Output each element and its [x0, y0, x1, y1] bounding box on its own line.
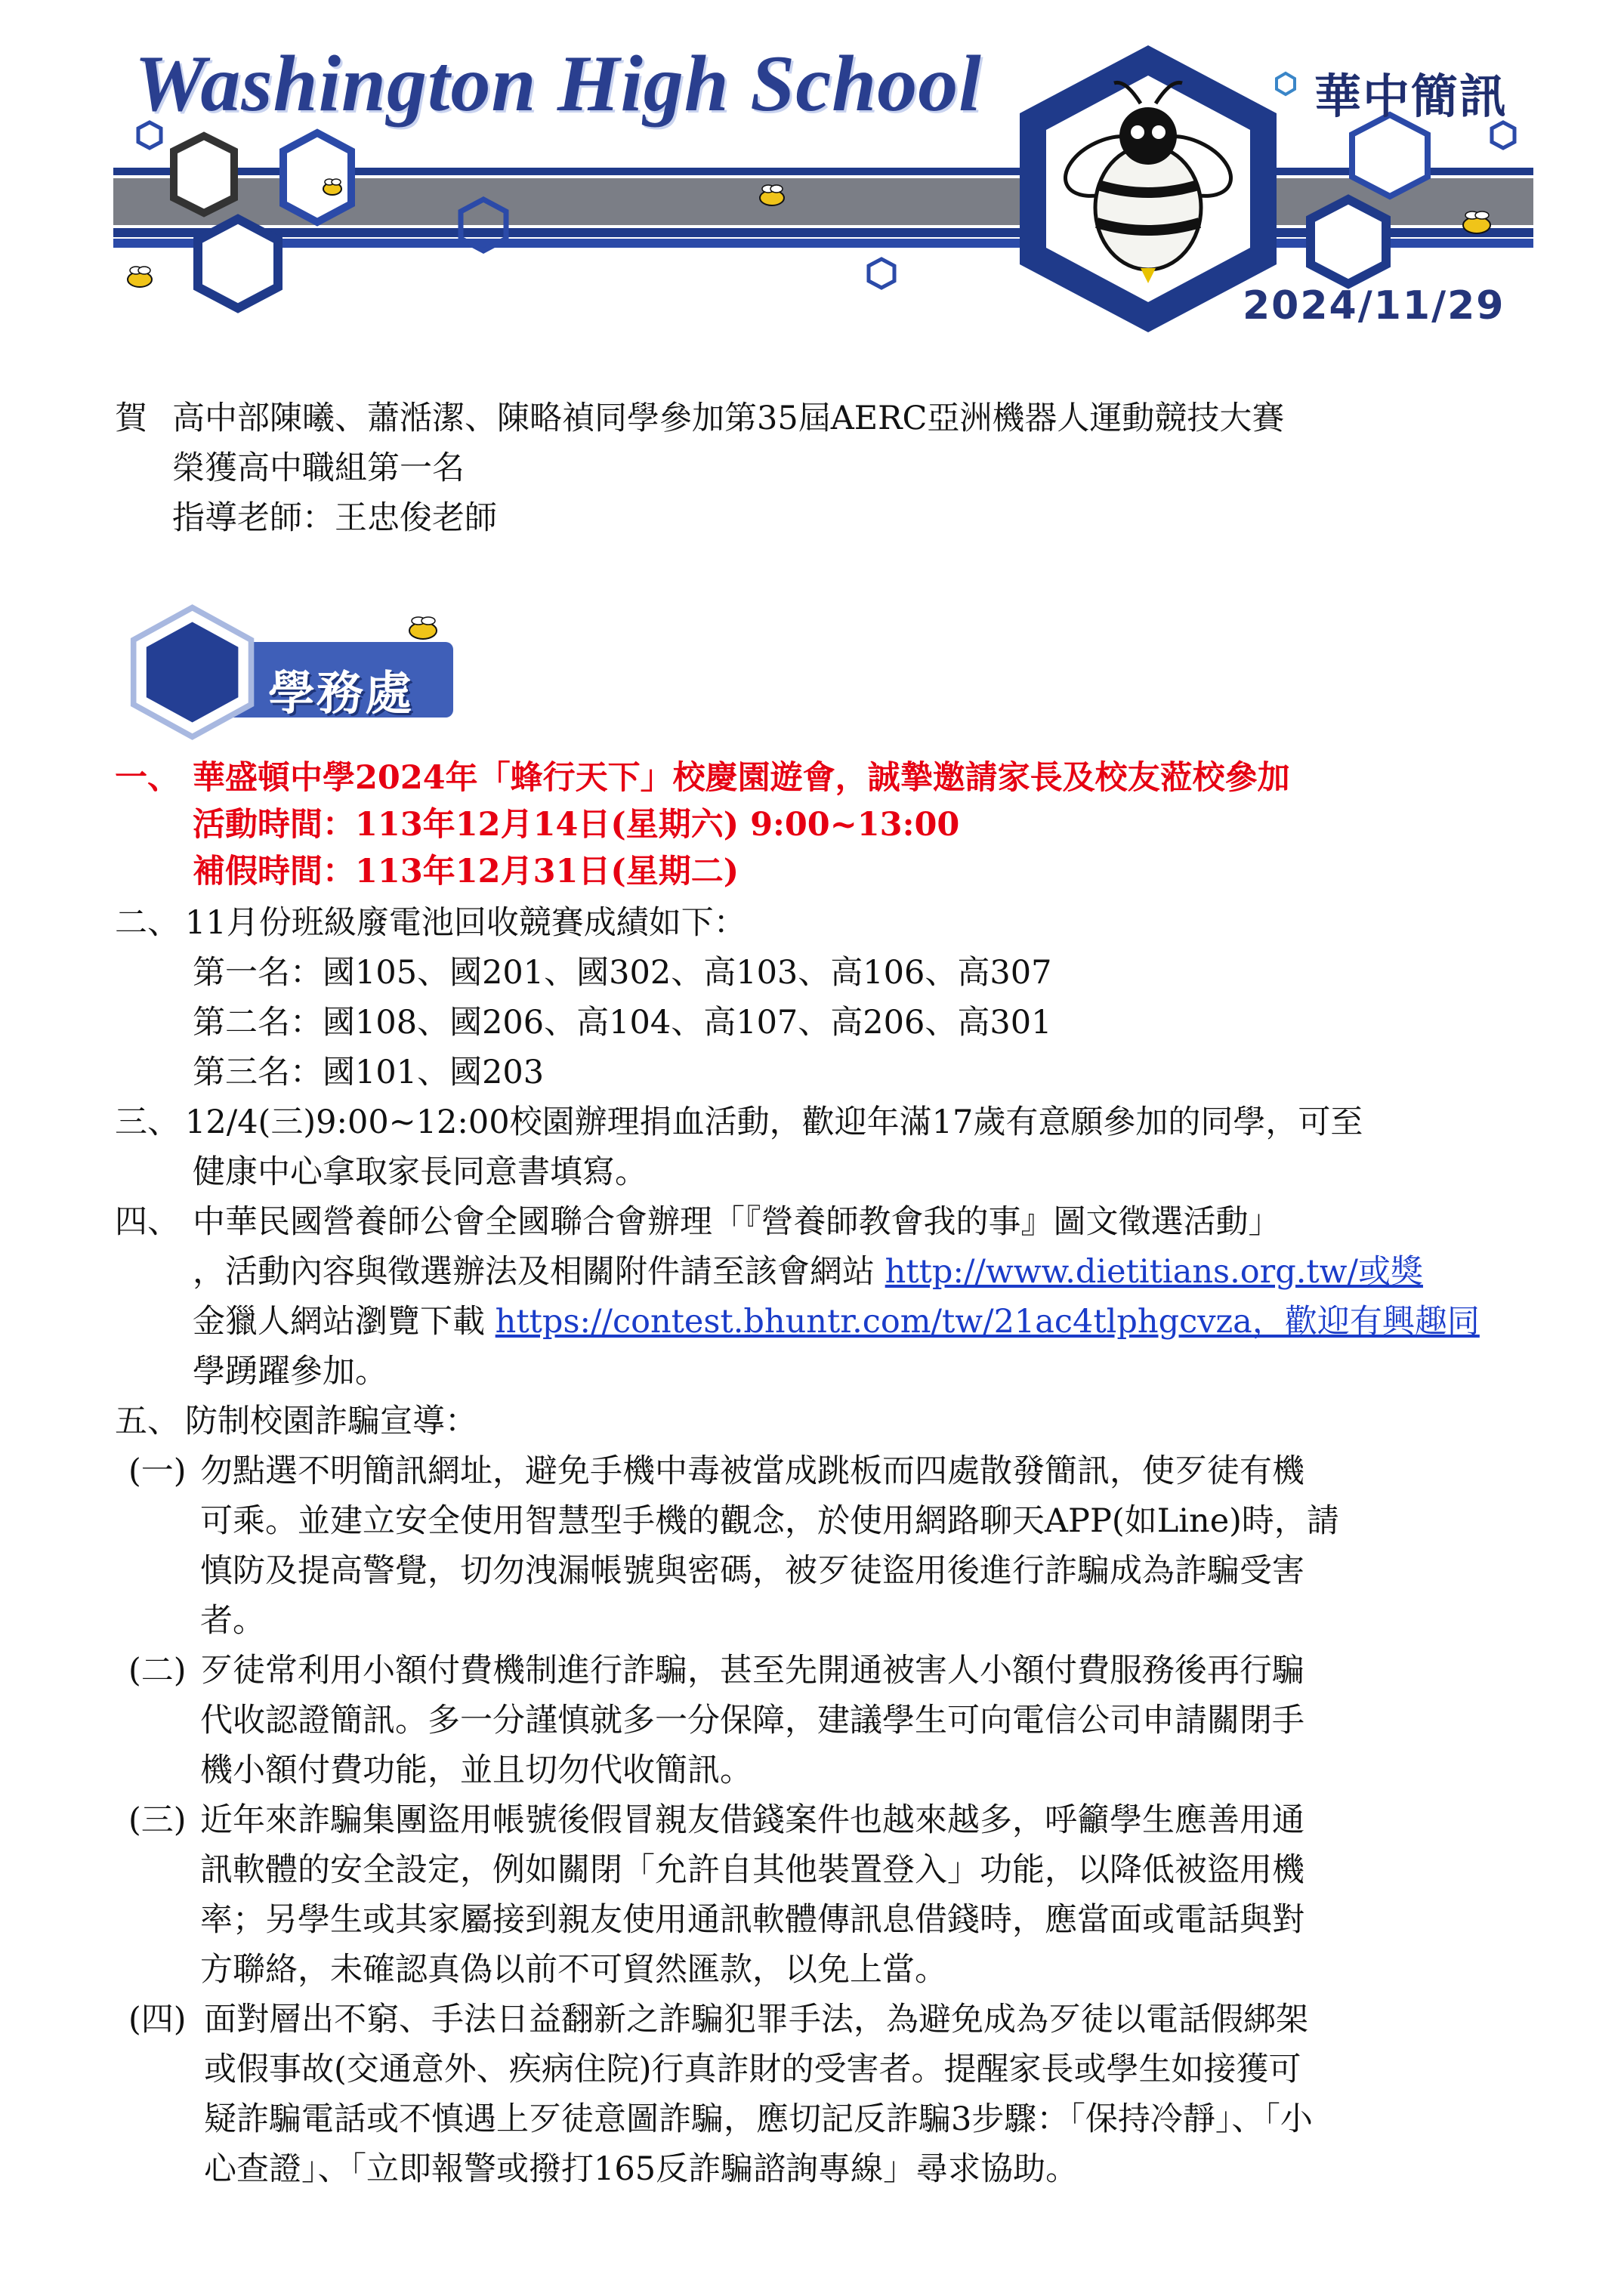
- sub-1-line-3: 慎防及提高警覺，切勿洩漏帳號與密碼，被歹徒盜用後進行詐騙成為詐騙受害: [200, 1552, 1304, 1590]
- bee-small-1: [323, 179, 341, 195]
- item-5-title: 防制校園詐騙宣導：: [185, 1403, 477, 1440]
- item-2-first-place: 第一名：國105、國201、國302、高103、高106、高307: [193, 954, 1052, 992]
- sub-2-line-3: 機小額付費功能，並且切勿代收簡訊。: [200, 1751, 752, 1789]
- hexagon-right-low: [1311, 199, 1386, 284]
- sub-3-line-4: 方聯絡，未確認真偽以前不可貿然匯款，以免上當。: [200, 1951, 947, 1989]
- item-2-title: 11月份班級廢電池回收競賽成績如下：: [185, 904, 746, 942]
- sub-2-number: (二): [128, 1652, 187, 1690]
- issue-date: 2024/11/29: [1243, 283, 1505, 329]
- item-5-number: 五、: [115, 1403, 180, 1440]
- bee-small-3: [128, 267, 152, 287]
- congrats-line-1: 高中部陳曦、蕭湉潔、陳略禎同學參加第35屆AERC亞洲機器人運動競技大賽: [172, 400, 1285, 437]
- item-2-second-place: 第二名：國108、國206、高104、高107、高206、高301: [193, 1004, 1052, 1042]
- sub-2-line-1: 歹徒常利用小額付費機制進行詐騙，甚至先開通被害人小額付費服務後再行騙: [200, 1652, 1304, 1690]
- sub-3-line-2: 訊軟體的安全設定，例如關閉「允許自其他裝置登入」功能，以降低被盜用機: [200, 1851, 1304, 1889]
- item-1-time: 活動時間：113年12月14日(星期六) 9:00~13:00: [193, 806, 960, 844]
- hexagon-bullet-icon: [1277, 73, 1295, 94]
- congrats-line-3: 指導老師：王忠俊老師: [172, 499, 497, 537]
- item-1-title: 華盛頓中學2024年「蜂行天下」校慶園遊會，誠摯邀請家長及校友蒞校參加: [193, 759, 1290, 797]
- sub-4-line-2: 或假事故(交通意外、疾病住院)行真詐財的受害者。提醒家長或學生如接獲可: [204, 2051, 1301, 2088]
- section-label: 學務處: [268, 665, 414, 721]
- item-4-line-2: [193, 1249, 1423, 1295]
- item-2-third-place: 第三名：國101、國203: [193, 1054, 545, 1091]
- sub-4-line-1: 面對層出不窮、手法日益翻新之詐騙犯罪手法，為避免成為歹徒以電話假綁架: [204, 2001, 1308, 2038]
- item-1-number: 一、: [115, 759, 180, 797]
- bee-small-4: [1463, 211, 1490, 233]
- item-4-line-3: [193, 1299, 1480, 1344]
- hexagon-blue-low: [198, 219, 278, 308]
- item-4-line-3-text: 金獵人網站瀏覽下載: [193, 1303, 496, 1341]
- item-4-number: 四、: [115, 1203, 180, 1241]
- hexagon-right-edge: [1492, 122, 1514, 148]
- newsletter-name: 華中簡訊: [1314, 69, 1508, 124]
- school-name: Washington High School: [134, 39, 982, 128]
- sub-3-line-3: 率；另學生或其家屬接到親友使用通訊軟體傳訊息借錢時，應當面或電話與對: [200, 1901, 1304, 1939]
- item-2-number: 二、: [115, 904, 180, 942]
- congrats-lead: 賀: [115, 400, 147, 437]
- dietitians-link[interactable]: http://www.dietitians.org.tw/或獎: [885, 1253, 1423, 1291]
- sub-1-number: (一): [128, 1452, 187, 1490]
- sub-4-line-3: 疑詐騙電話或不慎遇上歹徒意圖詐騙，應切記反詐騙3步驟：「保持冷靜」、「小: [204, 2100, 1313, 2138]
- sub-1-line-1: 勿點選不明簡訊網址，避免手機中毒被當成跳板而四處散發簡訊，使歹徒有機: [200, 1452, 1304, 1490]
- item-3-line-2: 健康中心拿取家長同意書填寫。: [193, 1153, 647, 1191]
- hexagon-gray: [174, 136, 234, 213]
- item-3-line-1: 12/4(三)9:00~12:00校園辦理捐血活動，歡迎年滿17歲有意願參加的同學，可至: [185, 1103, 1363, 1141]
- bhuntr-contest-link[interactable]: https://contest.bhuntr.com/tw/21ac4tlphgcvza，歡迎有興趣同: [495, 1303, 1480, 1341]
- item-4-line-2-text: ，活動內容與徵選辦法及相關附件請至該會網站: [193, 1253, 885, 1291]
- sub-1-line-4: 者。: [200, 1602, 265, 1640]
- hexagon-mid: [869, 259, 894, 288]
- item-1-makeup-day: 補假時間：113年12月31日(星期二): [193, 853, 739, 890]
- sub-3-number: (三): [128, 1801, 187, 1839]
- hexagon-right-top: [1352, 115, 1428, 196]
- item-4-line-1: 中華民國營養師公會全國聯合會辦理「『營養師教會我的事』圖文徵選活動」: [193, 1203, 1281, 1241]
- sub-4-line-4: 心查證」、「立即報警或撥打165反詐騙諮詢專線」尋求協助。: [204, 2150, 1079, 2188]
- sub-1-line-2: 可乘。並建立安全使用智慧型手機的觀念，於使用網路聊天APP(如Line)時，請: [200, 1502, 1339, 1540]
- item-4-line-4: 學踴躍參加。: [193, 1353, 387, 1390]
- sub-4-number: (四): [128, 2001, 187, 2038]
- badge-bee-icon: [409, 617, 437, 639]
- newsletter-header: [0, 0, 1624, 347]
- hexagon-blue-large: [283, 133, 351, 222]
- sub-3-line-1: 近年來詐騙集團盜用帳號後假冒親友借錢案件也越來越多，呼籲學生應善用通: [200, 1801, 1304, 1839]
- item-3-number: 三、: [115, 1103, 180, 1141]
- congrats-line-2: 榮獲高中職組第一名: [172, 449, 465, 487]
- sub-2-line-2: 代收認證簡訊。多一分謹慎就多一分保障，建議學生可向電信公司申請關閉手: [200, 1702, 1304, 1739]
- bee-small-2: [760, 185, 784, 205]
